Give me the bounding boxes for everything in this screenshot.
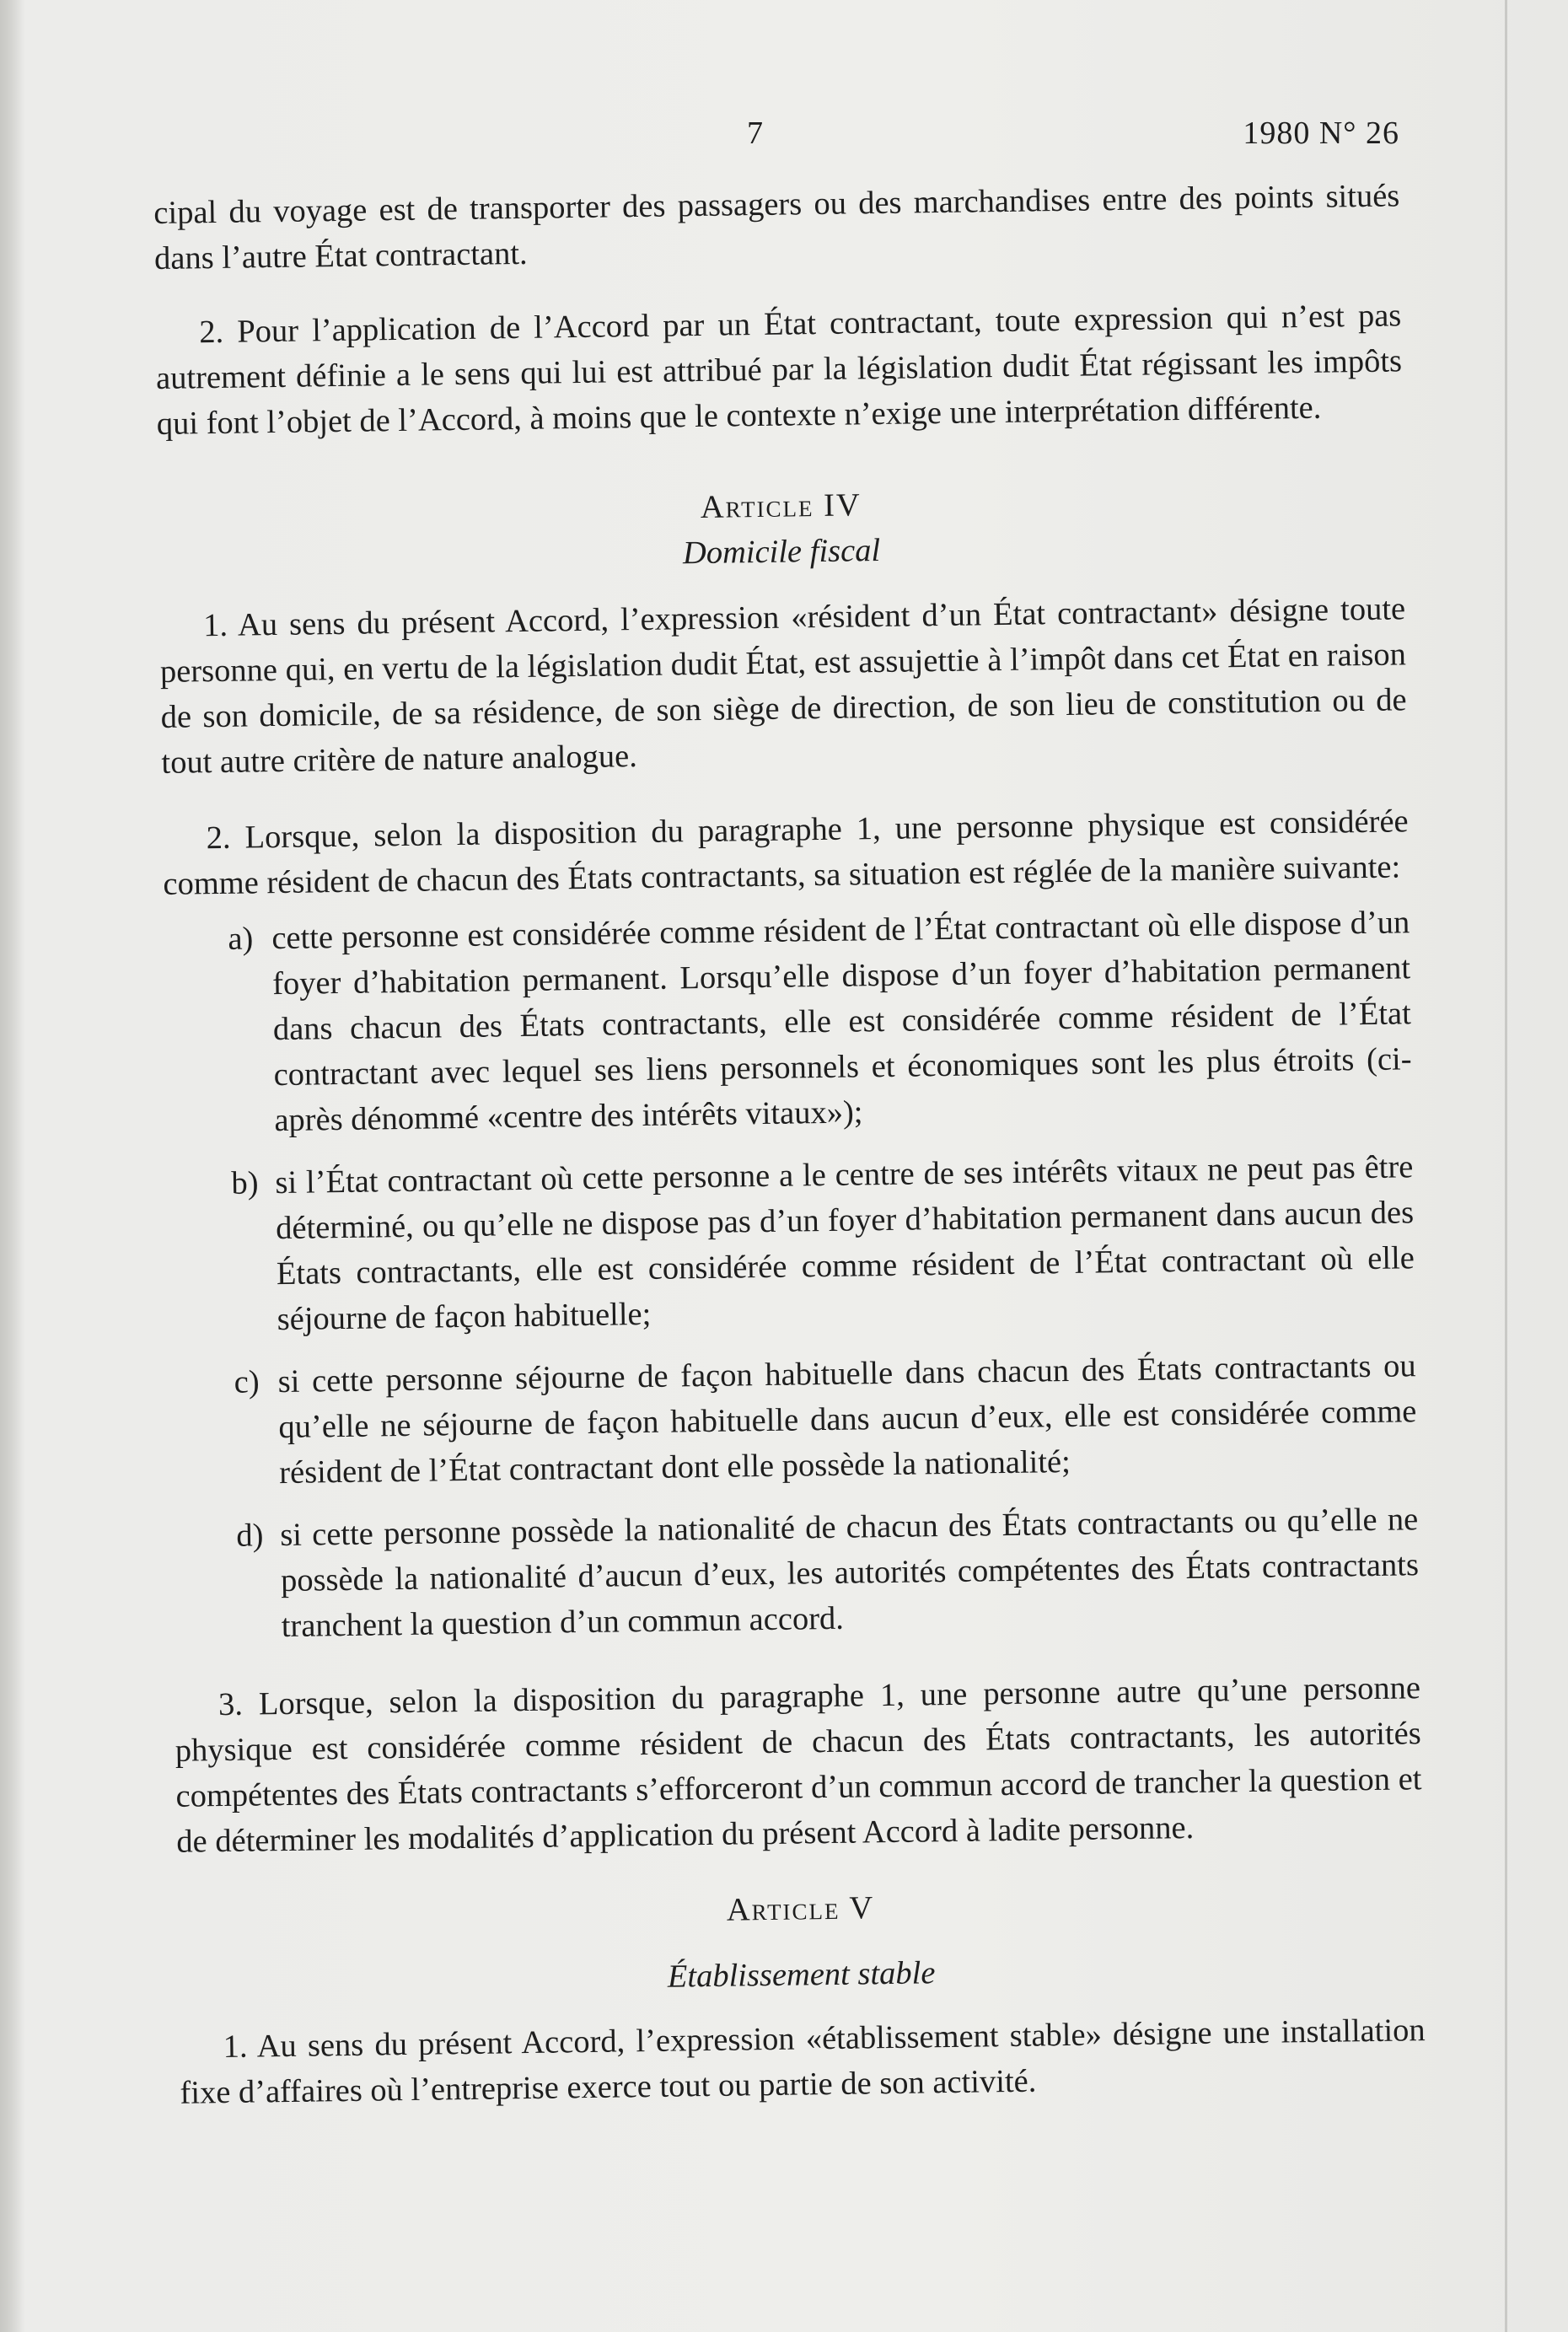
- document-reference: 1980 N° 26: [1243, 116, 1399, 151]
- provision-list: [164, 900, 1420, 1651]
- body-text: [153, 173, 1426, 2146]
- page-edge-line: [1505, 0, 1507, 2332]
- list-item-text: si cette personne séjourne de façon habituelle dans chacun des États contractants ou qu’elle ne séjourne de façon habituelle dans aucun d’eux, elle est considérée comme résident de l’État contractant dont elle possède la nationalité;: [277, 1348, 1417, 1491]
- article-subtitle: Établissement stable: [667, 1955, 936, 1995]
- list-item: [164, 900, 1413, 1145]
- binding-shadow: [0, 0, 25, 2332]
- list-item-text: cette personne est considérée comme résident de l’État contractant où elle dispose d’un foyer d’habitation permanent. Lorsqu’elle dispose d’un foyer d’habitation permanent dans chacun des États contractants, elle est considérée comme résident de l’État contractant avec lequel ses liens personnels et économiques sont les plus étroits (ci-après dénommé «centre des intérêts vitaux»);: [271, 905, 1412, 1139]
- list-item: [167, 1144, 1415, 1344]
- page-number: 7: [747, 116, 763, 151]
- paragraph: 1. Au sens du présent Accord, l’expression «résident d’un État contractant» désigne toute personne qui, en vertu de la législation dudit État, est assujettie à l’impôt dans cet État en raison de son domicile, de sa résidence, de son siège de direction, de son lieu de constitution ou de tout autre critère de nature analogue.: [159, 591, 1407, 781]
- article-title: Article V: [726, 1890, 875, 1928]
- list-item-text: si l’État contractant où cette personne a le centre de ses intérêts vitaux ne peut pas être déterminé, ou qu’elle ne dispose pas d’un foyer d’habitation permanent dans aucun des États contractants, elle est considérée comme résident de l’État contractant où elle séjourne de façon habituelle;: [275, 1149, 1415, 1338]
- list-item: [172, 1496, 1420, 1651]
- article-title: Article IV: [700, 487, 862, 525]
- list-item: [169, 1343, 1417, 1497]
- list-marker: d): [235, 1518, 264, 1554]
- list-marker: c): [234, 1364, 260, 1400]
- paragraph: 2. Pour l’application de l’Accord par un État contractant, toute expression qui n’est pas autrement définie a le sens qui lui est attribué par la législation dudit État régissant les impôts qui font l’objet de l’Accord, à moins que le contexte n’exige une interprétation différente.: [155, 298, 1403, 442]
- list-marker: b): [231, 1165, 259, 1201]
- paragraph: 2. Lorsque, selon la disposition du paragraphe 1, une personne physique est considérée comme résident de chacun des États contractants, sa situation est réglée de la manière suivante:: [163, 803, 1409, 902]
- paragraph: 1. Au sens du présent Accord, l’expression «établissement stable» désigne une installation fixe d’affaires où l’entreprise exerce tout ou partie de son activité.: [180, 2012, 1426, 2111]
- list-item-text: si cette personne possède la nationalité de chacun des États contractants ou qu’elle ne possède la nationalité d’aucun d’eux, les autorités compétentes des États contractants tranchent la question d’un commun accord.: [279, 1502, 1420, 1645]
- paragraph: 3. Lorsque, selon la disposition du paragraphe 1, une personne autre qu’une personne physique est considérée comme résident de chacun des États contractants, les autorités compétentes des États contractants s’efforceront d’un commun accord de trancher la question et de déterminer les modalités d’application du présent Accord à ladite personne.: [175, 1670, 1422, 1860]
- list-marker: a): [228, 921, 254, 957]
- paragraph-continuation: cipal du voyage est de transporter des passagers ou des marchandises entre des points situés dans l’autre État contractant.: [153, 178, 1400, 277]
- page-header: [0, 115, 1568, 165]
- article-subtitle: Domicile fiscal: [682, 533, 881, 572]
